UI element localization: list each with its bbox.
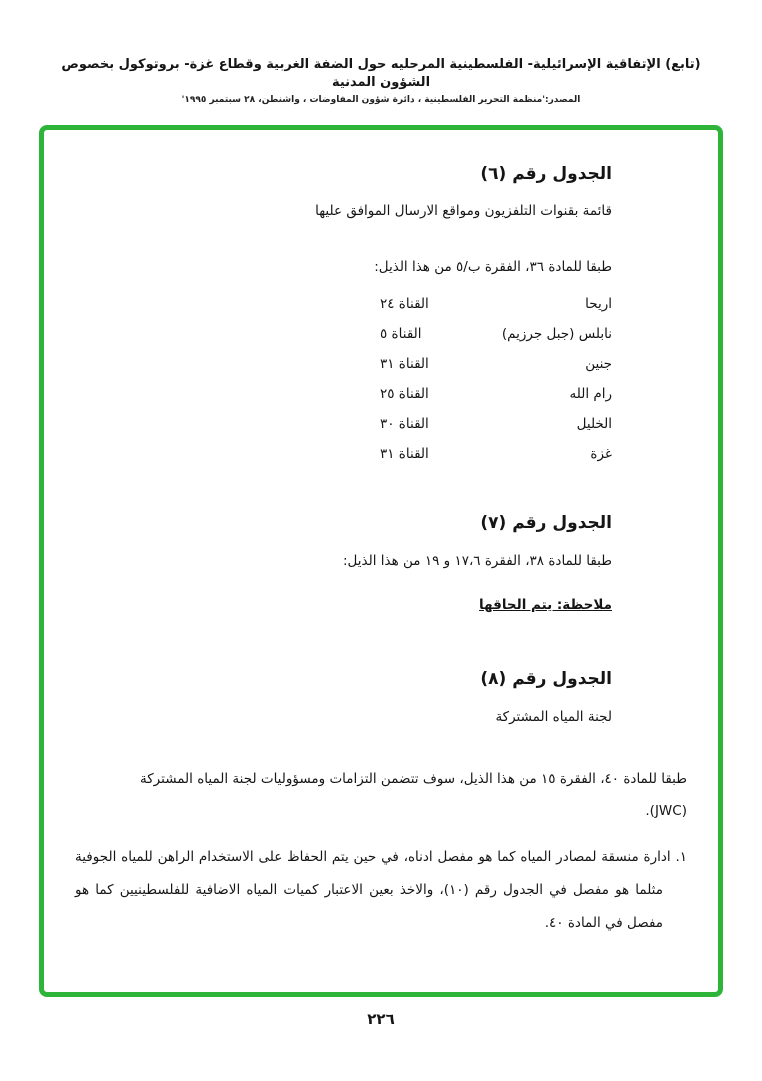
table-row: [380, 319, 612, 349]
table8-section: [75, 667, 687, 940]
document-body: [75, 162, 687, 940]
location-cell: رام الله: [569, 386, 612, 402]
table7-intro: طبقا للمادة ٣٨، الفقرة ١٧،٦ و ١٩ من هذا الذيل:: [342, 552, 612, 569]
channel-cell: القناة ٣٠: [380, 416, 429, 432]
table7-section: [75, 511, 687, 615]
document-header: [0, 56, 762, 105]
table6-title: الجدول رقم (٦): [480, 164, 612, 184]
channel-cell: القناة ٣١: [380, 446, 429, 462]
channel-cell: القناة ٥: [380, 326, 422, 342]
table8-item-1: ١. ادارة منسقة لمصادر المياه كما هو مفصل ادناه، في حين يتم الحفاظ على الاستخدام الراهن للمياه الجوفية مثلما هو مفصل في الجدول رقم (١٠)، والاخذ بعين الاعتبار كميات المياه الاضافية للفلسطينيين كما هو مفصل في المادة ٤٠.: [75, 848, 687, 931]
table6-section: [75, 162, 687, 469]
tv-channels-table: [380, 289, 612, 469]
channel-cell: القناة ٣١: [380, 356, 429, 372]
document-title: (تابع) الإتفاقية الإسرائيلية- الفلسطينية المرحليه حول الضفة الغربية وقطاع غزة- بروتوكول بخصوص الشؤون المدنية: [61, 57, 701, 90]
channel-cell: القناة ٢٥: [380, 386, 429, 402]
location-cell: اريحا: [585, 296, 612, 312]
location-cell: نابلس (جبل جرزيم): [501, 326, 612, 342]
table-row: [380, 349, 612, 379]
page-number: ٢٢٦: [367, 1010, 395, 1028]
table8-title: الجدول رقم (٨): [480, 669, 612, 689]
table-row: [380, 379, 612, 409]
location-cell: غزة: [590, 446, 612, 462]
location-cell: جنين: [585, 356, 612, 372]
document-source-line: المصدر:'منظمة التحرير الفلسطينية ، دائرة شؤون المفاوضات ، واشنطن، ٢٨ سبتمبر ١٩٩٥': [181, 95, 581, 106]
table-row: [380, 439, 612, 469]
table-row: [380, 409, 612, 439]
table7-note: ملاحظة: يتم الحاقها: [479, 596, 612, 613]
table8-subtitle: لجنة المياه المشتركة: [495, 708, 612, 725]
table8-paragraph: طبقا للمادة ٤٠، الفقرة ١٥ من هذا الذيل، سوف تتضمن التزامات ومسؤوليات لجنة المياه المشتركة: [140, 770, 687, 787]
table7-title: الجدول رقم (٧): [480, 513, 612, 533]
table8-paragraph-jwc: (JWC).: [645, 802, 687, 819]
channel-cell: القناة ٢٤: [380, 296, 429, 312]
table6-intro: طبقا للمادة ٣٦، الفقرة ب/٥ من هذا الذيل:: [374, 258, 612, 275]
table-row: [380, 289, 612, 319]
location-cell: الخليل: [576, 416, 612, 432]
table6-subtitle: قائمة بقنوات التلفزيون ومواقع الارسال الموافق عليها: [315, 202, 612, 219]
